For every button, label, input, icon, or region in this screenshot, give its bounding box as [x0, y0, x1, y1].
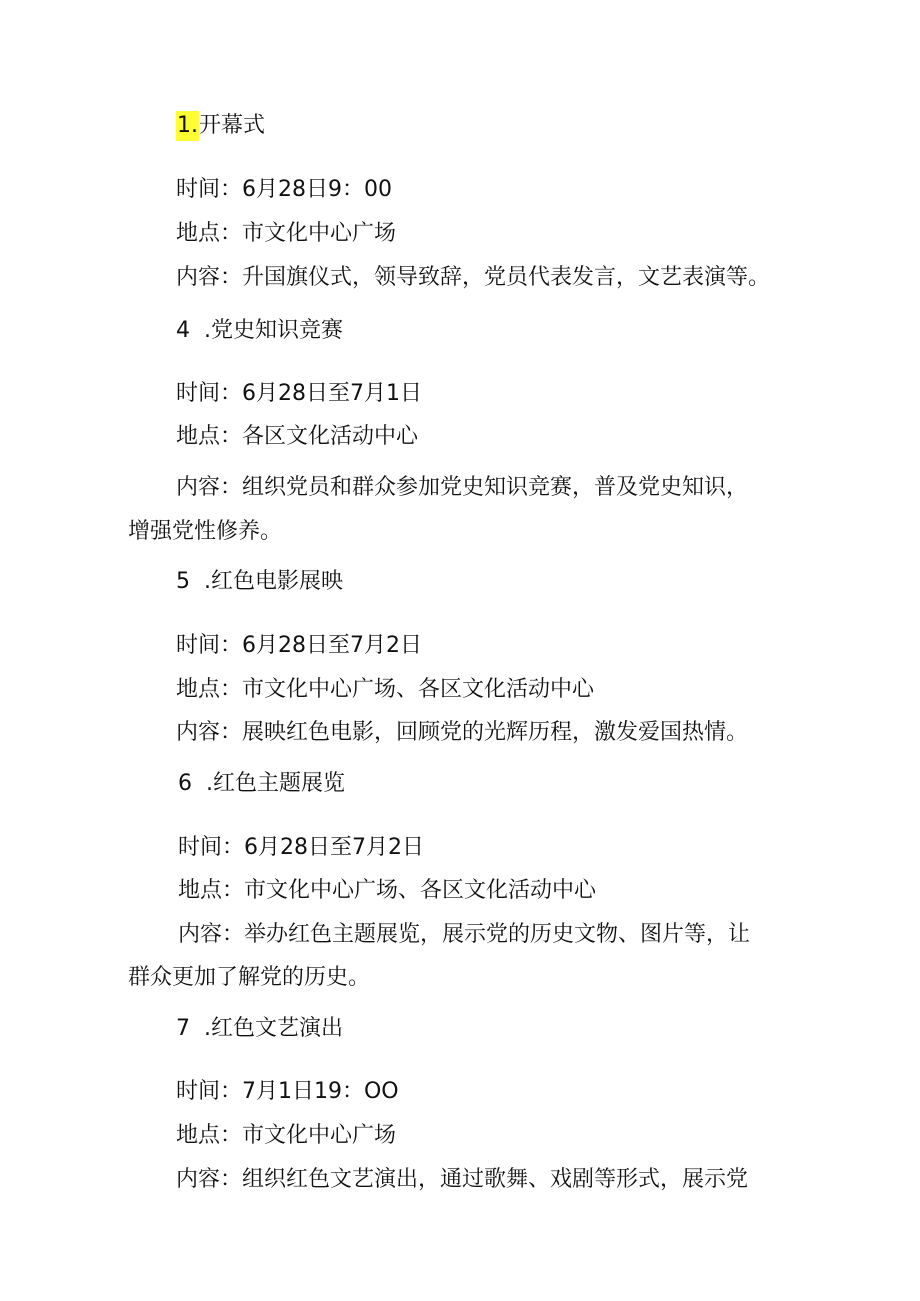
section-content: 内容：展映红色电影，回顾党的光辉历程，激发爱国热情。 — [176, 720, 749, 745]
section-number: 6 — [178, 771, 192, 796]
section-time: 时间：7月1日19：OO — [176, 1079, 399, 1104]
section-time: 时间：6月28日至7月2日 — [176, 633, 422, 658]
section-content: 内容：举办红色主题展览，展示党的历史文物、图片等，让 — [178, 922, 751, 947]
section-place: 地点：市文化中心广场、各区文化活动中心 — [176, 677, 595, 702]
section-time: 时间：6月28日9：00 — [176, 177, 392, 202]
section-content: 内容：升国旗仪式，领导致辞，党员代表发言，文艺表演等。 — [176, 265, 771, 290]
section-number: 4 — [176, 318, 190, 343]
section-content: 内容：组织党员和群众参加党史知识竞赛，普及党史知识， — [176, 475, 749, 500]
section-title: .党史知识竞赛 — [204, 318, 343, 343]
section-number: 5 — [176, 569, 190, 594]
section-title: 开幕式 — [199, 113, 266, 138]
section-heading-7 — [176, 1014, 343, 1044]
section-number: 1. — [176, 111, 199, 141]
section-number: 7 — [176, 1016, 190, 1041]
section-place: 地点：市文化中心广场、各区文化活动中心 — [178, 878, 597, 903]
section-place: 地点：市文化中心广场 — [176, 221, 397, 246]
section-heading-6 — [178, 769, 345, 799]
section-title: .红色文艺演出 — [204, 1016, 343, 1041]
section-heading-5 — [176, 567, 343, 597]
section-title: .红色电影展映 — [204, 569, 343, 594]
section-heading-1 — [176, 111, 265, 141]
section-content-continued: 群众更加了解党的历史。 — [128, 965, 371, 990]
section-title: .红色主题展览 — [206, 771, 345, 796]
section-content: 内容：组织红色文艺演出，通过歌舞、戏剧等形式，展示党 — [176, 1167, 749, 1192]
section-content-continued: 增强党性修养。 — [128, 519, 283, 544]
section-time: 时间：6月28日至7月2日 — [178, 835, 424, 860]
section-time: 时间：6月28日至7月1日 — [176, 381, 422, 406]
section-place: 地点：市文化中心广场 — [176, 1123, 397, 1148]
section-place: 地点：各区文化活动中心 — [176, 424, 419, 449]
section-heading-4 — [176, 316, 343, 346]
